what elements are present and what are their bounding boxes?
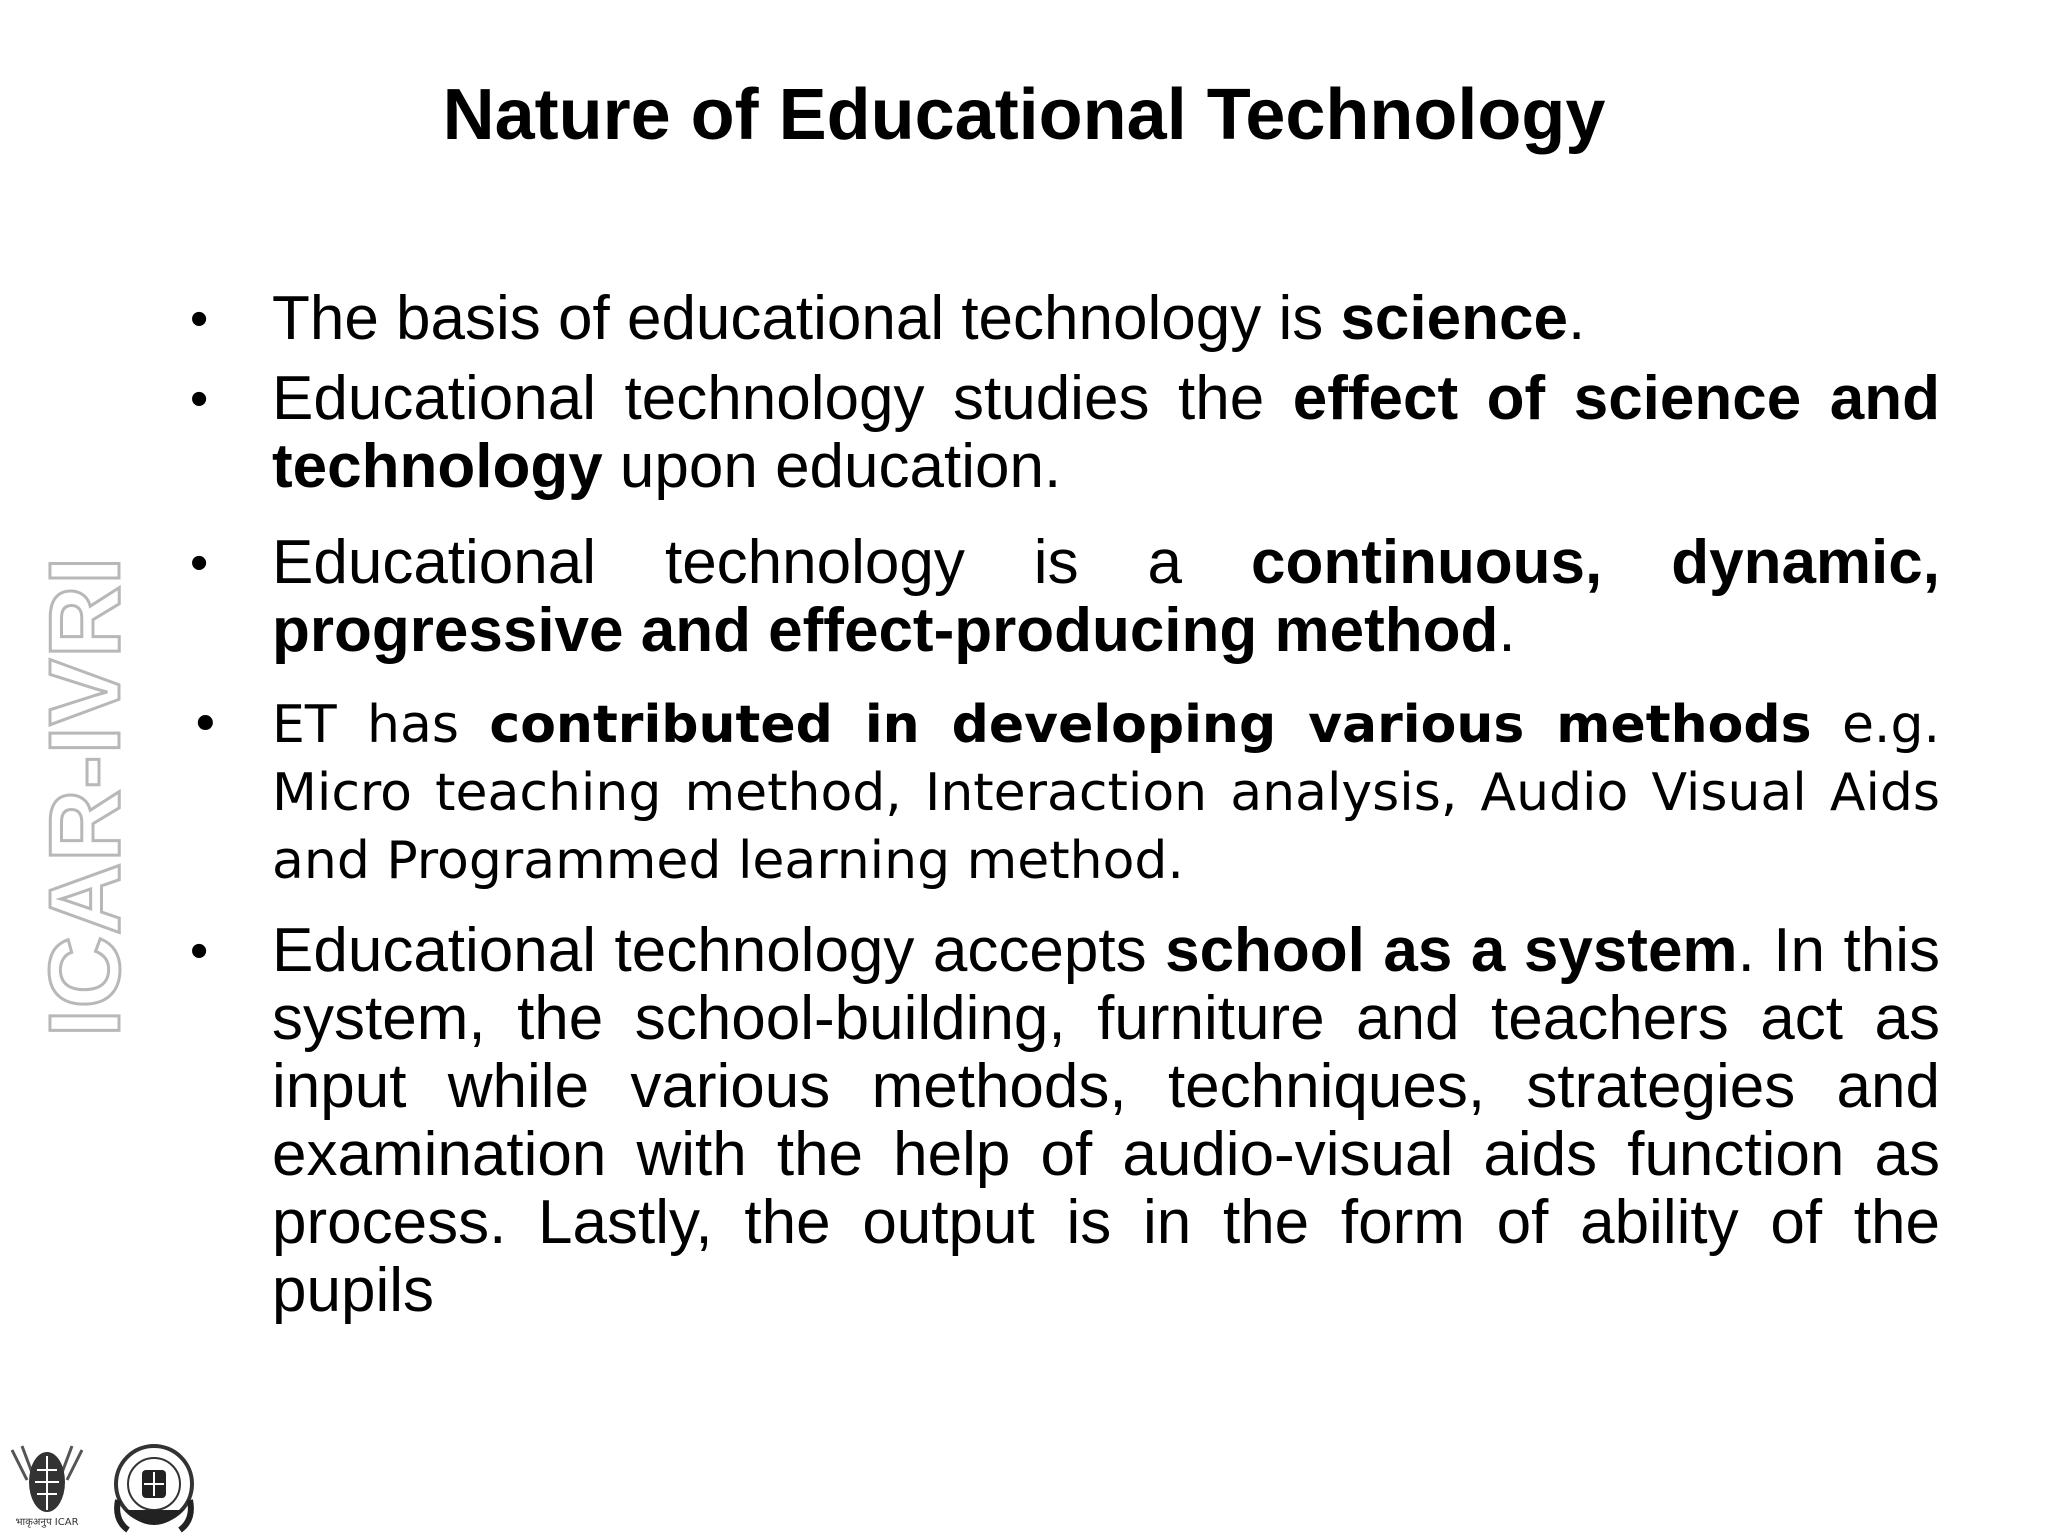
bullet-bold-text: continuous, dynamic, progressive and effect-producing method bbox=[272, 528, 1940, 665]
bullet-bold-text: contributed in developing various methods bbox=[489, 695, 1812, 755]
bullet-text: e.g. Micro teaching method, Interaction analysis, Audio Visual Aids and Programmed learning method. bbox=[272, 695, 1941, 891]
bullet-text: The basis of educational technology is bbox=[272, 284, 1341, 353]
bullet-text: upon education. bbox=[602, 432, 1062, 501]
icar-ivri-watermark: ICAR-IVRI bbox=[29, 555, 141, 1037]
bullet-text: Educational technology is a bbox=[272, 528, 1251, 597]
bullet-text: . bbox=[1567, 284, 1586, 353]
bullet-text: . bbox=[1498, 596, 1516, 665]
bullet-bold-text: science bbox=[1340, 284, 1568, 353]
bullet-text: . In this system, the school-building, furniture and teachers act as input while various methods, techniques, strategies and examination with the help of audio-visual aids function as process. Lastly, the output is in the form of ability of the pupils bbox=[272, 916, 1940, 1325]
bullet-dot-icon: • bbox=[190, 922, 209, 980]
bullet-bold-text: effect of science and technology bbox=[272, 364, 1940, 501]
icar-logo-icon bbox=[2, 1440, 92, 1536]
bullet-dot-icon: • bbox=[190, 534, 209, 592]
bullet-dot-icon: • bbox=[190, 290, 209, 348]
bullet-list bbox=[190, 285, 1940, 1325]
footer-logos bbox=[0, 1440, 220, 1536]
bullet-item bbox=[190, 691, 1940, 895]
bullet-bold-text: school as a system bbox=[1165, 916, 1738, 985]
slide-title: Nature of Educational Technology bbox=[442, 75, 1606, 155]
bullet-dot-icon: • bbox=[190, 370, 209, 428]
bullet-text: Educational technology accepts bbox=[272, 916, 1166, 985]
bullet-item bbox=[190, 285, 1940, 353]
bullet-item bbox=[190, 917, 1940, 1325]
icar-caption: भाकृअनुप ICAR bbox=[15, 1517, 79, 1528]
bullet-text: ET has bbox=[272, 695, 490, 755]
bullet-dot-icon: • bbox=[190, 695, 221, 755]
bullet-item bbox=[190, 365, 1940, 501]
bullet-item bbox=[190, 529, 1940, 665]
bullet-text: Educational technology studies the bbox=[272, 364, 1293, 433]
ivri-logo-icon bbox=[104, 1440, 204, 1536]
